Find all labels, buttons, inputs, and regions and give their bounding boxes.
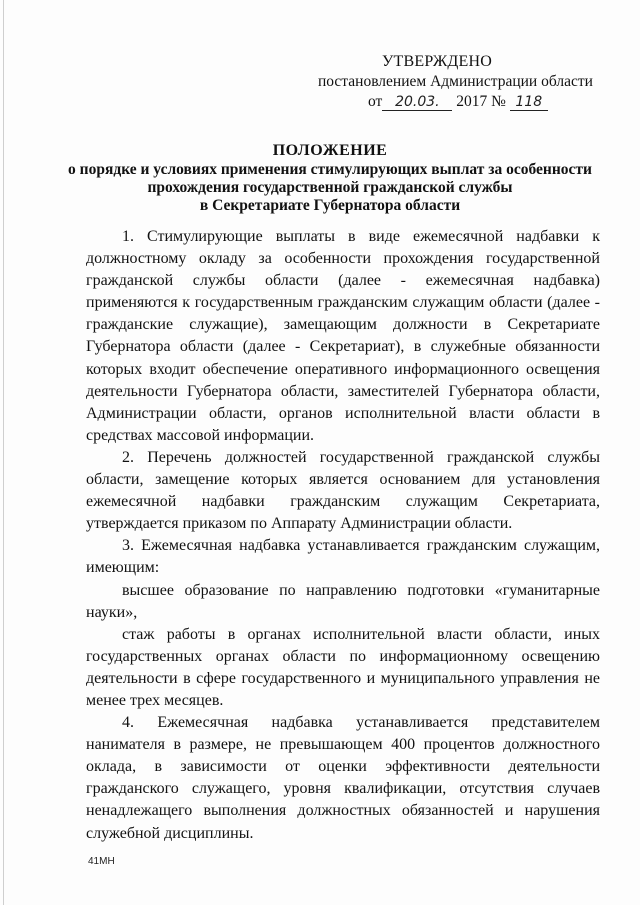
paragraph-1: 1. Стимулирующие выплаты в виде ежемесячной надбавки к должностному окладу за особенности прохождения государственной гражданской службы области (далее - ежемесячная надбавка) применяются к государственным гражданским служащим области (далее - гражданские служащие), замещающим должности в Секретариате Губернатора области (далее - Секретариат), в служебные обязанности которых входит обеспечение оперативного информационного освещения деятельности Губернатора области, заместителей Губернатора области, Администрации области, органов исполнительной власти области в средствах массовой информации. bbox=[86, 228, 600, 444]
paragraph-2: 2. Перечень должностей государственной гражданской службы области, замещение которых является основанием для установления ежемесячной надбавки гражданским служащим Секретариата, утверждается приказом по Аппарату Администрации области. bbox=[86, 448, 600, 533]
heading-line-2: прохождения государственной гражданской службы bbox=[147, 179, 513, 196]
date-prefix: от bbox=[368, 93, 383, 110]
handwritten-date: 20.03. bbox=[382, 95, 452, 111]
approval-line: постановлением Администрации области bbox=[318, 73, 593, 90]
paragraph-4: 4. Ежемесячная надбавка устанавливается представителем нанимателя в размере, не превышающем 400 процентов должностного оклада, в зависимости от оценки эффективности деятельности гражданского служащего, уровня квалификации, отсутствия случаев ненадлежащего выполнения должностных обязанностей и нарушения служебной дисциплины. bbox=[86, 714, 600, 842]
paragraph-3-requirement-2: стаж работы в органах исполнительной власти области, иных государственных органах области по информационному освещению деятельности в сфере государственного и муниципального управления не менее трех месяцев. bbox=[86, 625, 600, 709]
heading-line-1: о порядке и условиях применения стимулирующих выплат за особенности bbox=[68, 161, 592, 178]
handwritten-number: 118 bbox=[510, 95, 548, 111]
approval-date-line bbox=[368, 92, 548, 111]
year-text: 2017 № bbox=[456, 93, 506, 110]
heading-line-3: в Секретариате Губернатора области bbox=[199, 197, 461, 214]
document-title: ПОЛОЖЕНИЕ bbox=[272, 142, 388, 159]
document-heading bbox=[60, 142, 600, 215]
approval-title: УТВЕРЖДЕНО bbox=[382, 53, 493, 70]
document-body bbox=[86, 226, 600, 845]
paragraph-3-requirement-1: высшее образование по направлению подготовки «гуманитарные науки», bbox=[86, 581, 600, 621]
paragraph-3: 3. Ежемесячная надбавка устанавливается гражданским служащим, имеющим: bbox=[86, 537, 600, 577]
scan-edge bbox=[3, 0, 4, 905]
footer-code: 41МН bbox=[88, 856, 115, 867]
